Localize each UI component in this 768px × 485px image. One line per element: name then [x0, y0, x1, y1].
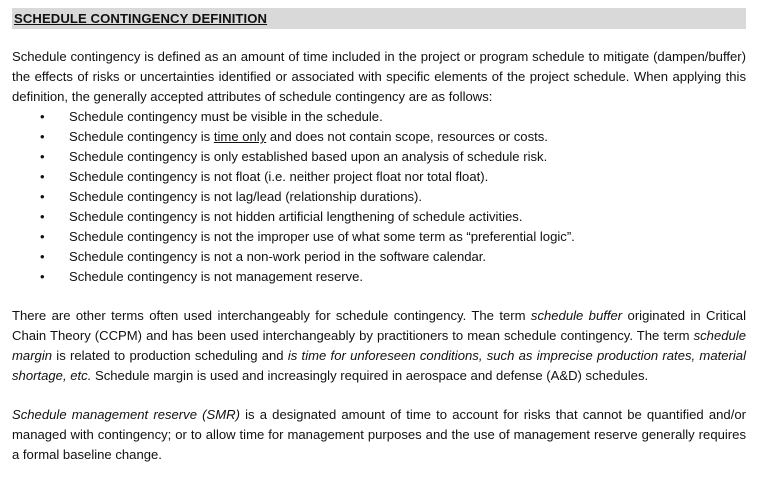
definition-paragraph: Schedule contingency is defined as an amount of time included in the project or program schedule to mitigate (dampen/buffer) the effects of risks or uncertainties identified or associated with specific elements of the project schedule. When applying this definition, the generally accepted attributes of schedule contingency are as follows:: [12, 49, 746, 104]
bullet-icon: •: [40, 249, 45, 264]
bullet-icon: •: [40, 129, 45, 144]
term-schedule-buffer: schedule buffer: [530, 308, 623, 323]
attributes-list: [12, 107, 746, 287]
term-smr: Schedule management reserve (SMR): [12, 407, 240, 422]
bullet-icon: •: [40, 149, 45, 164]
section-heading: SCHEDULE CONTINGENCY DEFINITION: [12, 8, 746, 29]
list-item: • Schedule contingency is time only and does not contain scope, resources or costs.: [12, 127, 746, 147]
bullet-icon: •: [40, 269, 45, 284]
bullet-icon: •: [40, 209, 45, 224]
bullet-icon: •: [40, 229, 45, 244]
document-page: [12, 8, 746, 465]
bullet-icon: •: [40, 189, 45, 204]
list-item: • Schedule contingency is not lag/lead (relationship durations).: [12, 187, 746, 207]
terms-paragraph: There are other terms often used interchangeably for schedule contingency. The term schedule buffer originated in Critical Chain Theory (CCPM) and has been used interchangeably by practitioners to mean schedule contingency. The term schedule margin is related to production scheduling and is time for unforeseen conditions, such as imprecise production rates, material shortage, etc. Schedule margin is used and increasingly required in aerospace and defense (A&D) schedules.: [12, 308, 746, 383]
underlined-phrase: time only: [213, 129, 267, 144]
term-schedule-margin: schedule margin: [12, 328, 746, 363]
smr-paragraph: Schedule management reserve (SMR) is a designated amount of time to account for risks that cannot be quantified and/or managed with contingency; or to allow time for management purposes and the use of management reserve generally requires a formal baseline change.: [12, 407, 746, 462]
list-item: • Schedule contingency is not management reserve.: [12, 267, 746, 287]
bullet-icon: •: [40, 109, 45, 124]
list-item: • Schedule contingency must be visible in the schedule.: [12, 107, 746, 127]
list-item: • Schedule contingency is not hidden artificial lengthening of schedule activities.: [12, 207, 746, 227]
list-item: • Schedule contingency is only established based upon an analysis of schedule risk.: [12, 147, 746, 167]
list-item: • Schedule contingency is not a non-work period in the software calendar.: [12, 247, 746, 267]
margin-definition: is time for unforeseen conditions, such as imprecise production rates, material shortage, etc.: [12, 348, 746, 383]
list-item: • Schedule contingency is not float (i.e. neither project float nor total float).: [12, 167, 746, 187]
list-item: • Schedule contingency is not the improper use of what some term as “preferential logic”.: [12, 227, 746, 247]
bullet-icon: •: [40, 169, 45, 184]
